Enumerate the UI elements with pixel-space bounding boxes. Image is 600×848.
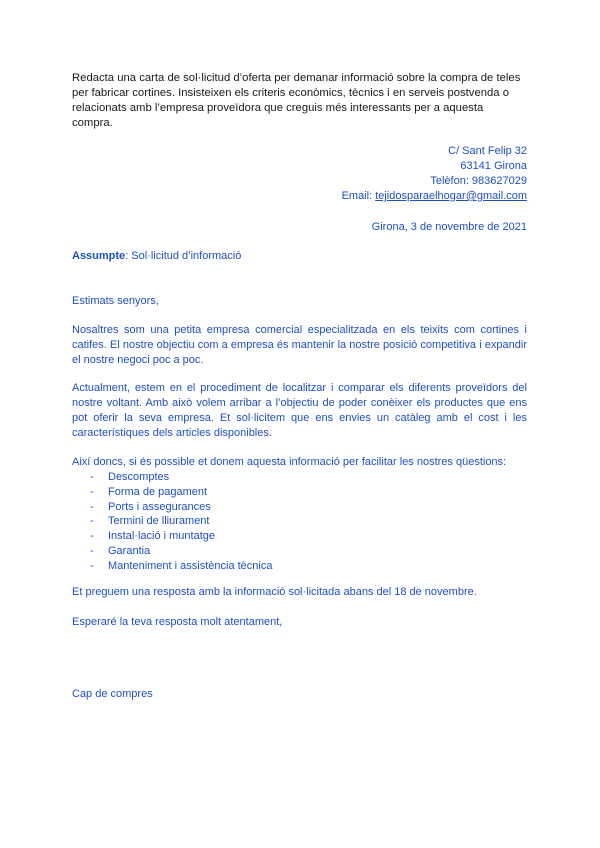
list-item-text: Ports i assegurances bbox=[108, 500, 211, 513]
assignment-prompt: Redacta una carta de sol·licitud d’oferta per demanar informació sobre la compra de teles per fabricar cortines. Insisteixen els criteris econòmics, tècnics i en serveis postvenda o relacionats amb l’empresa proveïdora que creguis més interessants per a aquesta compra. bbox=[72, 72, 521, 129]
list-dash: - bbox=[90, 530, 94, 543]
address-street: C/ Sant Felip 32 bbox=[448, 145, 527, 157]
list-dash: - bbox=[90, 500, 94, 513]
list-item-text: Termini de lliurament bbox=[108, 515, 210, 528]
list-item-text: Manteniment i assistència tècnica bbox=[108, 559, 273, 572]
address-email-line bbox=[227, 189, 527, 204]
address-city: 63141 Girona bbox=[460, 160, 527, 172]
subject-label: Assumpte bbox=[72, 250, 126, 262]
subject-text: : Sol·licitud d’informació bbox=[125, 250, 242, 262]
list-item bbox=[90, 500, 272, 515]
list-item bbox=[90, 514, 272, 529]
list-item bbox=[90, 544, 272, 559]
list-item-text: Instal·lació i muntatge bbox=[108, 530, 215, 543]
paragraph-list-intro: Així doncs, si és possible et donem aquesta informació per facilitar les nostres qüestions: bbox=[72, 456, 507, 468]
list-item bbox=[90, 485, 272, 500]
greeting: Estimats senyors, bbox=[72, 295, 159, 307]
list-item bbox=[90, 529, 272, 544]
list-dash: - bbox=[90, 515, 94, 528]
closing-line: Esperaré la teva resposta molt atentament, bbox=[72, 616, 283, 628]
subject-line bbox=[72, 249, 527, 264]
email-label: Email: bbox=[341, 190, 376, 202]
criteria-list bbox=[90, 470, 272, 574]
list-item-text: Forma de pagament bbox=[108, 485, 208, 498]
paragraph-deadline: Et preguem una resposta amb la informació sol·licitada abans del 18 de novembre. bbox=[72, 586, 477, 598]
paragraph-intro: Nosaltres som una petita empresa comercial especialitzada en els teixits com cortines i catifes. El nostre objectiu com a empresa és mantenir la nostre posició competitiva i expandir el nostre negoci poc a poc. bbox=[72, 324, 527, 366]
signature: Cap de compres bbox=[72, 688, 153, 700]
paragraph-request: Actualment, estem en el procediment de localitzar i comparar els diferents proveïdors del nostre voltant. Amb això volem arribar a l’objectiu de poder conèixer els productes que ens pot oferir la seva empresa. Et sol·licitem que ens envies un catàleg amb el cost i les característiques dels articles disponibles. bbox=[72, 382, 527, 439]
list-item-text: Descomptes bbox=[108, 471, 170, 483]
list-item bbox=[90, 559, 272, 574]
list-dash: - bbox=[90, 544, 94, 557]
list-dash: - bbox=[90, 559, 94, 572]
list-item-text: Garantia bbox=[108, 544, 151, 557]
list-item bbox=[90, 470, 272, 485]
letter-date: Girona, 3 de novembre de 2021 bbox=[371, 221, 527, 233]
list-dash: - bbox=[90, 471, 94, 483]
sender-address bbox=[227, 144, 527, 204]
address-phone: Telèfon: 983627029 bbox=[430, 175, 527, 187]
list-dash: - bbox=[90, 485, 94, 498]
email-link[interactable]: tejidosparaelhogar@gmail.com bbox=[375, 190, 527, 202]
